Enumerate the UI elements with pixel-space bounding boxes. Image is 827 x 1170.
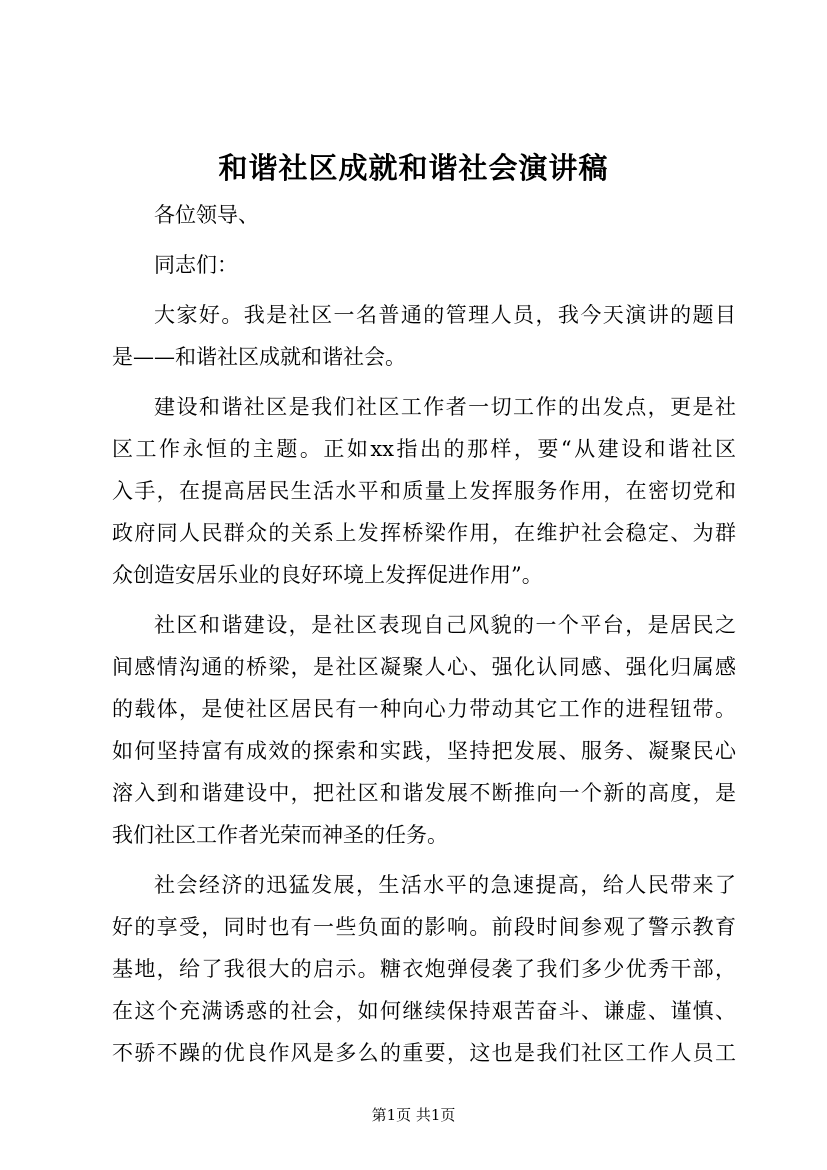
paragraph-4-line-3: 基地，给了我很大的启示。糖衣炮弹侵袭了我们多少优秀干部，: [112, 957, 736, 981]
paragraph-3-line-4: 如何坚持富有成效的探索和实践，坚持把发展、服务、凝聚民心: [112, 739, 736, 763]
paragraph-3-line-1: 社区和谐建设，是社区表现自己风貌的一个平台，是居民之: [154, 613, 736, 637]
salutation-leaders: 各位领导、: [154, 203, 259, 227]
page-footer: 第1页 共1页: [371, 1106, 456, 1124]
paragraph-4-line-2: 好的享受，同时也有一些负面的影响。前段时间参观了警示教育: [112, 915, 736, 939]
paragraph-2-line-2: 区工作永恒的主题。正如xx指出的那样，要“从建设和谐社区: [112, 437, 736, 461]
paragraph-4-line-5: 不骄不躁的优良作风是多么的重要，这也是我们社区工作人员工: [112, 1041, 736, 1065]
paragraph-4-line-4: 在这个充满诱惑的社会，如何继续保持艰苦奋斗、谦虚、谨慎、: [112, 999, 736, 1023]
document-body: [112, 194, 736, 1074]
paragraph-2-line-5: 众创造安居乐业的良好环境上发挥促进作用”。: [112, 563, 543, 587]
salutation-comrades: 同志们：: [154, 253, 238, 277]
paragraph-2-line-3: 入手，在提高居民生活水平和质量上发挥服务作用，在密切党和: [112, 479, 736, 503]
paragraph-1-line-2: 是——和谐社区成就和谐社会。: [112, 345, 406, 369]
paragraph-2-line-1: 建设和谐社区是我们社区工作者一切工作的出发点，更是社: [154, 395, 736, 419]
paragraph-2-line-4: 政府同人民群众的关系上发挥桥梁作用，在维护社会稳定、为群: [112, 521, 736, 545]
paragraph-3-line-3: 的载体，是使社区居民有一种向心力带动其它工作的进程钮带。: [112, 697, 736, 721]
document-title: 和谐社区成就和谐社会演讲稿: [218, 151, 609, 185]
paragraph-3-line-2: 间感情沟通的桥梁，是社区凝聚人心、强化认同感、强化归属感: [112, 655, 736, 679]
paragraph-3-line-5: 溶入到和谐建设中，把社区和谐发展不断推向一个新的高度，是: [112, 781, 736, 805]
paragraph-4-line-1: 社会经济的迅猛发展，生活水平的急速提高，给人民带来了: [154, 873, 736, 897]
paragraph-3-line-6: 我们社区工作者光荣而神圣的任务。: [112, 823, 448, 847]
paragraph-1-line-1: 大家好。我是社区一名普通的管理人员，我今天演讲的题目: [154, 303, 736, 327]
